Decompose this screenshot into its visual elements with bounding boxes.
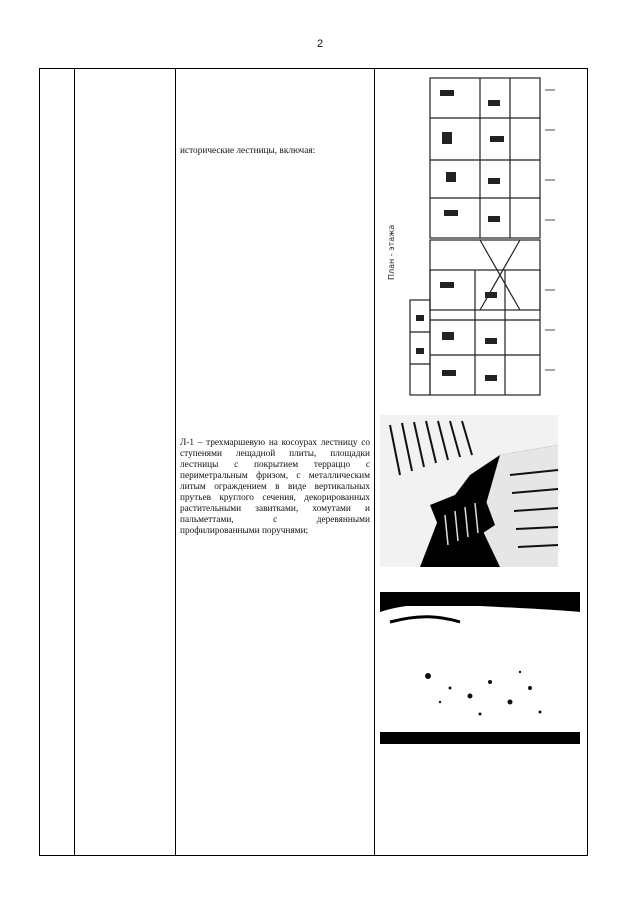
- column-divider-1: [74, 69, 75, 855]
- intro-text: исторические лестницы, включая:: [180, 146, 316, 156]
- column-divider-2: [175, 69, 176, 855]
- floor-plan-caption: План - этажа: [387, 224, 396, 280]
- column-divider-3: [374, 69, 375, 855]
- floor-plan-drawing: [380, 70, 565, 405]
- staircase-photo: [380, 415, 558, 567]
- stair-description-text: Л-1 – трехмаршевую на косоурах лестницу со ступенями лещадной плиты, площадки лестницы с покрытием терраццо с периметральным фризом, с металлическим литым ограждением в виде вертикальных прутьев круглого сечения, декорированных растительными завитками, хомутами и пальметтами, с деревянными профилированными поручнями;: [180, 438, 370, 536]
- terrazzo-landing-photo: [380, 592, 580, 744]
- page-number: 2: [316, 38, 324, 50]
